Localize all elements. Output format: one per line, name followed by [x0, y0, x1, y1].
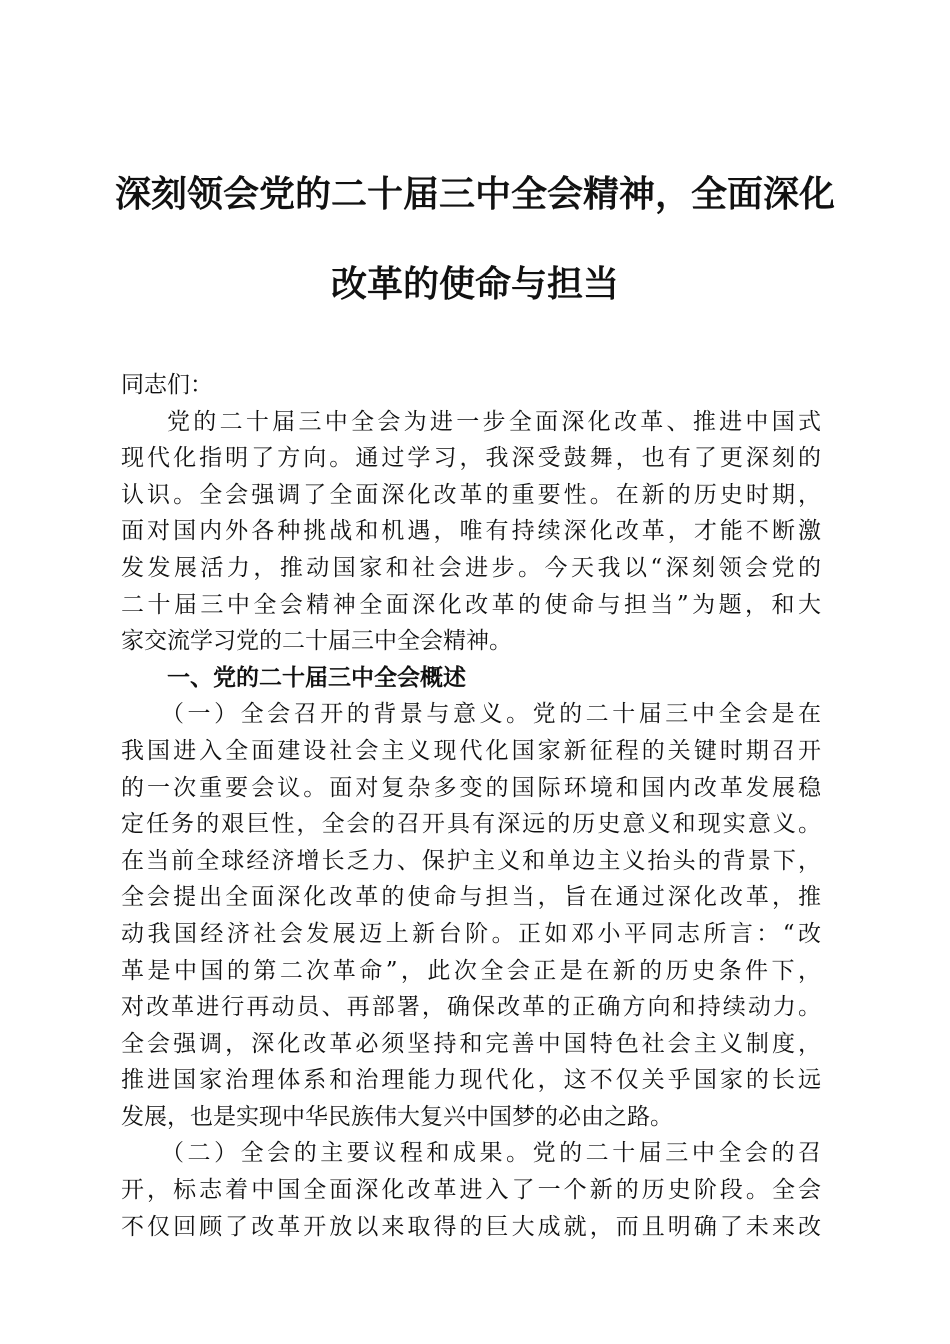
paragraph-line: 党的二十届三中全会为进一步全面深化改革、推进中国式: [167, 408, 821, 435]
paragraph-intro: [121, 404, 821, 660]
paragraph-line: 面对国内外各种挑战和机遇，唯有持续深化改革，才能不断激: [121, 518, 821, 545]
paragraph-line: 发发展活力，推动国家和社会进步。今天我以“深刻领会党的: [121, 554, 821, 581]
paragraph-line: 在当前全球经济增长乏力、保护主义和单边主义抬头的背景下，: [121, 847, 821, 874]
paragraph-background: [121, 696, 821, 1135]
paragraph-line: 我国进入全面建设社会主义现代化国家新征程的关键时期召开: [121, 737, 821, 764]
paragraph-line: 发展，也是实现中华民族伟大复兴中国梦的必由之路。: [121, 1103, 673, 1130]
paragraph-line: 现代化指明了方向。通过学习，我深受鼓舞，也有了更深刻的: [121, 445, 821, 472]
paragraph-line: 定任务的艰巨性，全会的召开具有深远的历史意义和现实意义。: [121, 811, 821, 838]
paragraph-line: 认识。全会强调了全面深化改革的重要性。在新的历史时期，: [121, 481, 821, 508]
paragraph-line: （一）全会召开的背景与意义。党的二十届三中全会是在: [161, 701, 821, 728]
paragraph-agenda: [121, 1135, 821, 1245]
paragraph-line: 不仅回顾了改革开放以来取得的巨大成就，而且明确了未来改: [121, 1213, 821, 1240]
paragraph-line: 全会提出全面深化改革的使命与担当，旨在通过深化改革，推: [121, 884, 821, 911]
paragraph-line: 革是中国的第二次革命”，此次全会正是在新的历史条件下，: [121, 957, 821, 984]
paragraph-line: 二十届三中全会精神全面深化改革的使命与担当”为题，和大: [121, 591, 821, 618]
document-title-line-1: 深刻领会党的二十届三中全会精神，全面深化: [114, 173, 835, 215]
salutation: 同志们：: [121, 372, 213, 398]
paragraph-line: 的一次重要会议。面对复杂多变的国际环境和国内改革发展稳: [121, 774, 821, 801]
paragraph-line: 推进国家治理体系和治理能力现代化，这不仅关乎国家的长远: [121, 1067, 821, 1094]
paragraph-line: 对改革进行再动员、再部署，确保改革的正确方向和持续动力。: [121, 994, 821, 1021]
paragraph-line: 全会强调，深化改革必须坚持和完善中国特色社会主义制度，: [121, 1030, 821, 1057]
section-heading: 一、党的二十届三中全会概述: [167, 664, 466, 691]
paragraph-line: 开，标志着中国全面深化改革进入了一个新的历史阶段。全会: [121, 1177, 821, 1204]
paragraph-line: 动我国经济社会发展迈上新台阶。正如邓小平同志所言：“改: [121, 920, 821, 947]
document-title-line-2: 改革的使命与担当: [330, 263, 619, 305]
document-body: [121, 367, 821, 1245]
paragraph-line: 家交流学习党的二十届三中全会精神。: [121, 628, 512, 655]
paragraph-line: （二）全会的主要议程和成果。党的二十届三中全会的召: [161, 1140, 821, 1167]
